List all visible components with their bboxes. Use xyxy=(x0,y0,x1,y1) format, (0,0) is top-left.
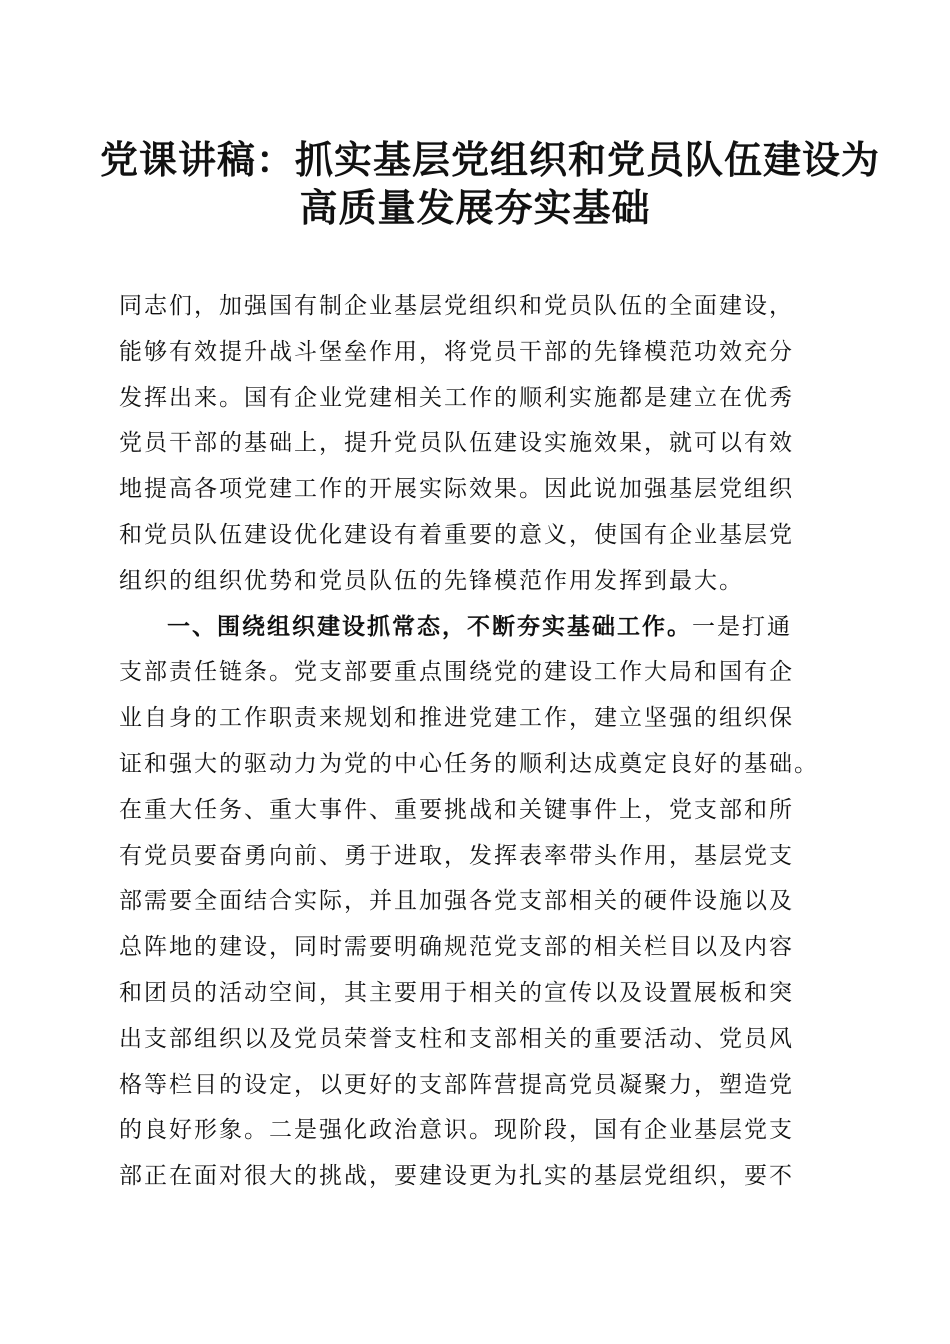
paragraph-line: 格等栏目的设定，以更好的支部阵营提高党员凝聚力，塑造党 xyxy=(119,1071,794,1098)
paragraph-line: 的良好形象。二是强化政治意识。现阶段，国有企业基层党支 xyxy=(119,1117,794,1144)
section-heading-continuation: 一是打通 xyxy=(692,613,792,640)
document-title-line-1: 党课讲稿：抓实基层党组织和党员队伍建设为 xyxy=(100,137,881,182)
paragraph-line: 和党员队伍建设优化建设有着重要的意义，使国有企业基层党 xyxy=(119,521,794,548)
paragraph-line: 在重大任务、重大事件、重要挑战和关键事件上，党支部和所 xyxy=(119,796,794,823)
paragraph-line: 地提高各项党建工作的开展实际效果。因此说加强基层党组织 xyxy=(119,476,794,503)
section-heading: 一、围绕组织建设抓常态，不断夯实基础工作。 xyxy=(167,613,692,640)
paragraph-line: 同志们，加强国有制企业基层党组织和党员队伍的全面建设， xyxy=(119,293,794,319)
paragraph-line: 党员干部的基础上，提升党员队伍建设实施效果，就可以有效 xyxy=(119,430,794,457)
paragraph-line: 部正在面对很大的挑战，要建设更为扎实的基层党组织，要不 xyxy=(119,1163,794,1190)
paragraph-line: 业自身的工作职责来规划和推进党建工作，建立坚强的组织保 xyxy=(119,705,794,732)
document-body xyxy=(119,284,831,1200)
paragraph-line: 证和强大的驱动力为党的中心任务的顺利达成奠定良好的基础。 xyxy=(119,750,819,777)
paragraph-line: 组织的组织优势和党员队伍的先锋模范作用发挥到最大。 xyxy=(119,567,744,594)
paragraph-line: 发挥出来。国有企业党建相关工作的顺利实施都是建立在优秀 xyxy=(119,384,794,411)
section-heading-line xyxy=(119,605,831,651)
paragraph-line: 有党员要奋勇向前、勇于进取，发挥表率带头作用，基层党支 xyxy=(119,842,794,869)
paragraph-line: 总阵地的建设，同时需要明确规范党支部的相关栏目以及内容 xyxy=(119,934,794,961)
paragraph-line: 出支部组织以及党员荣誉支柱和支部相关的重要活动、党员风 xyxy=(119,1025,794,1052)
paragraph-line: 和团员的活动空间，其主要用于相关的宣传以及设置展板和突 xyxy=(119,979,794,1006)
paragraph-line: 能够有效提升战斗堡垒作用，将党员干部的先锋模范功效充分 xyxy=(119,338,794,365)
paragraph-line: 支部责任链条。党支部要重点围绕党的建设工作大局和国有企 xyxy=(119,659,794,686)
document-title-line-2: 高质量发展夯实基础 xyxy=(299,185,651,230)
paragraph-line: 部需要全面结合实际，并且加强各党支部相关的硬件设施以及 xyxy=(119,888,794,915)
